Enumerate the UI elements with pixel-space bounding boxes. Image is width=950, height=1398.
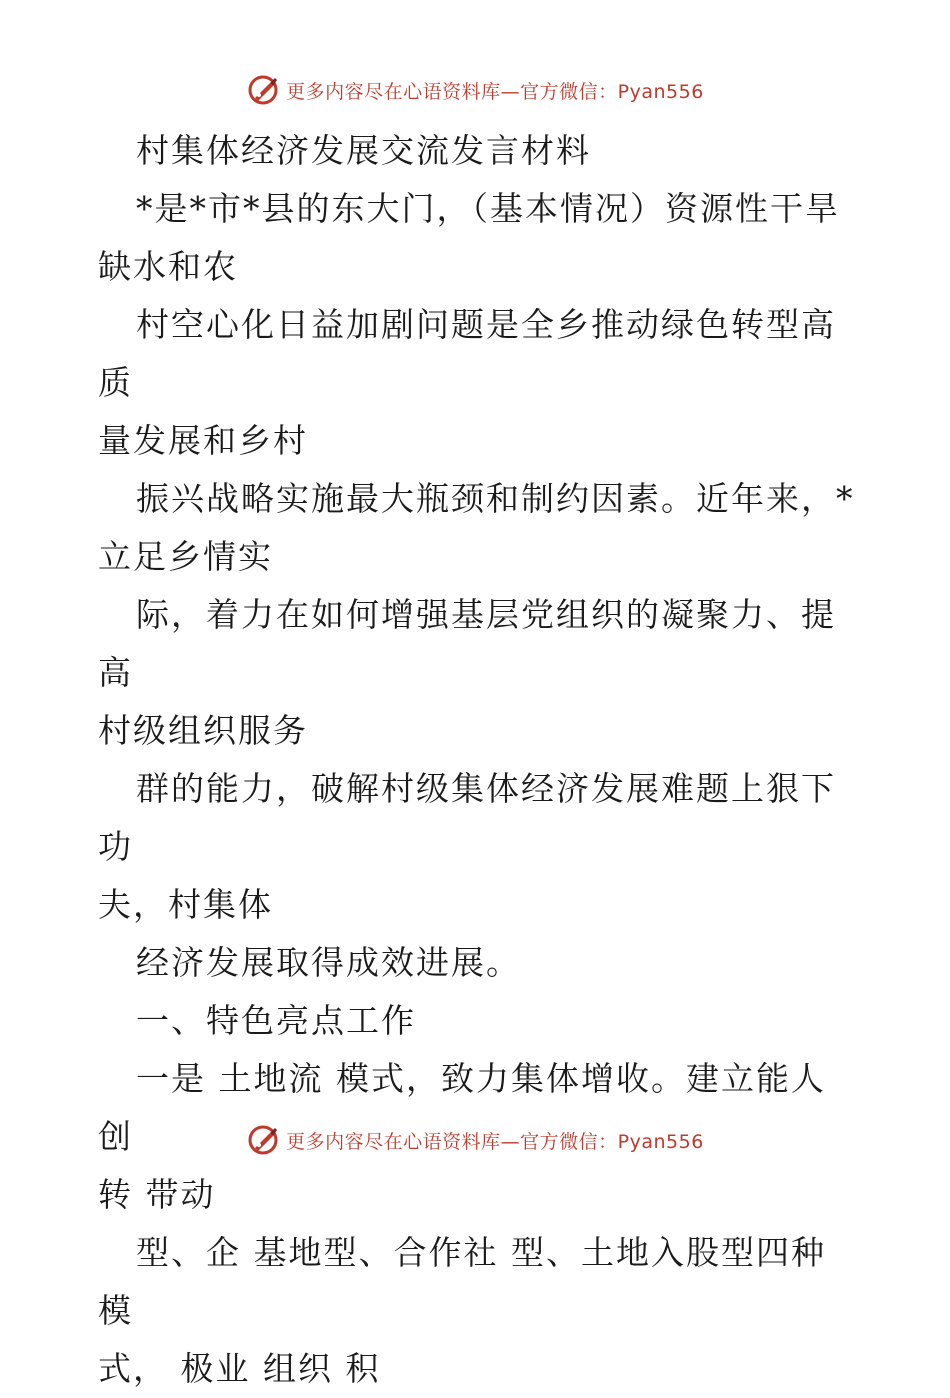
- text-line: 村级组织服务: [98, 711, 308, 750]
- text-line: 夫，村集体: [98, 885, 273, 924]
- header-watermark: [0, 70, 950, 110]
- footer-watermark: [0, 1120, 950, 1160]
- text-line: 式， 极业 组织 积: [98, 1349, 381, 1388]
- watermark-text: 更多内容尽在心语资料库—官方微信：Pyan556: [286, 1130, 704, 1153]
- text-line: 一是 土地流 模式，致力集体增收。建立能人创: [98, 1059, 826, 1156]
- text-line: 量发展和乡村: [98, 421, 308, 460]
- text-line: 型、企 基地型、合作社 型、土地入股型四种模: [98, 1233, 826, 1330]
- pen-logo-icon: [246, 73, 280, 107]
- watermark-text: 更多内容尽在心语资料库—官方微信：Pyan556: [286, 80, 704, 103]
- text-line: *是*市*县的东大门，（基本情况）资源性干旱: [136, 189, 840, 228]
- document-body: [98, 122, 858, 1398]
- text-line: 转 带动: [98, 1175, 216, 1214]
- text-line: 缺水和农: [98, 247, 238, 286]
- text-line: 村空心化日益加剧问题是全乡推动绿色转型高质: [98, 305, 836, 402]
- text-line: 立足乡情实: [98, 537, 273, 576]
- text-line: 际，着力在如何增强基层党组织的凝聚力、提高: [98, 595, 836, 692]
- section-heading: 一、特色亮点工作: [136, 1001, 416, 1040]
- text-line: 群的能力，破解村级集体经济发展难题上狠下功: [98, 769, 836, 866]
- pen-logo-icon: [246, 1123, 280, 1157]
- document-title: 村集体经济发展交流发言材料: [136, 131, 591, 170]
- text-line: 振兴战略实施最大瓶颈和制约因素。近年来，*: [136, 479, 855, 518]
- text-line: 经济发展取得成效进展。: [136, 943, 521, 982]
